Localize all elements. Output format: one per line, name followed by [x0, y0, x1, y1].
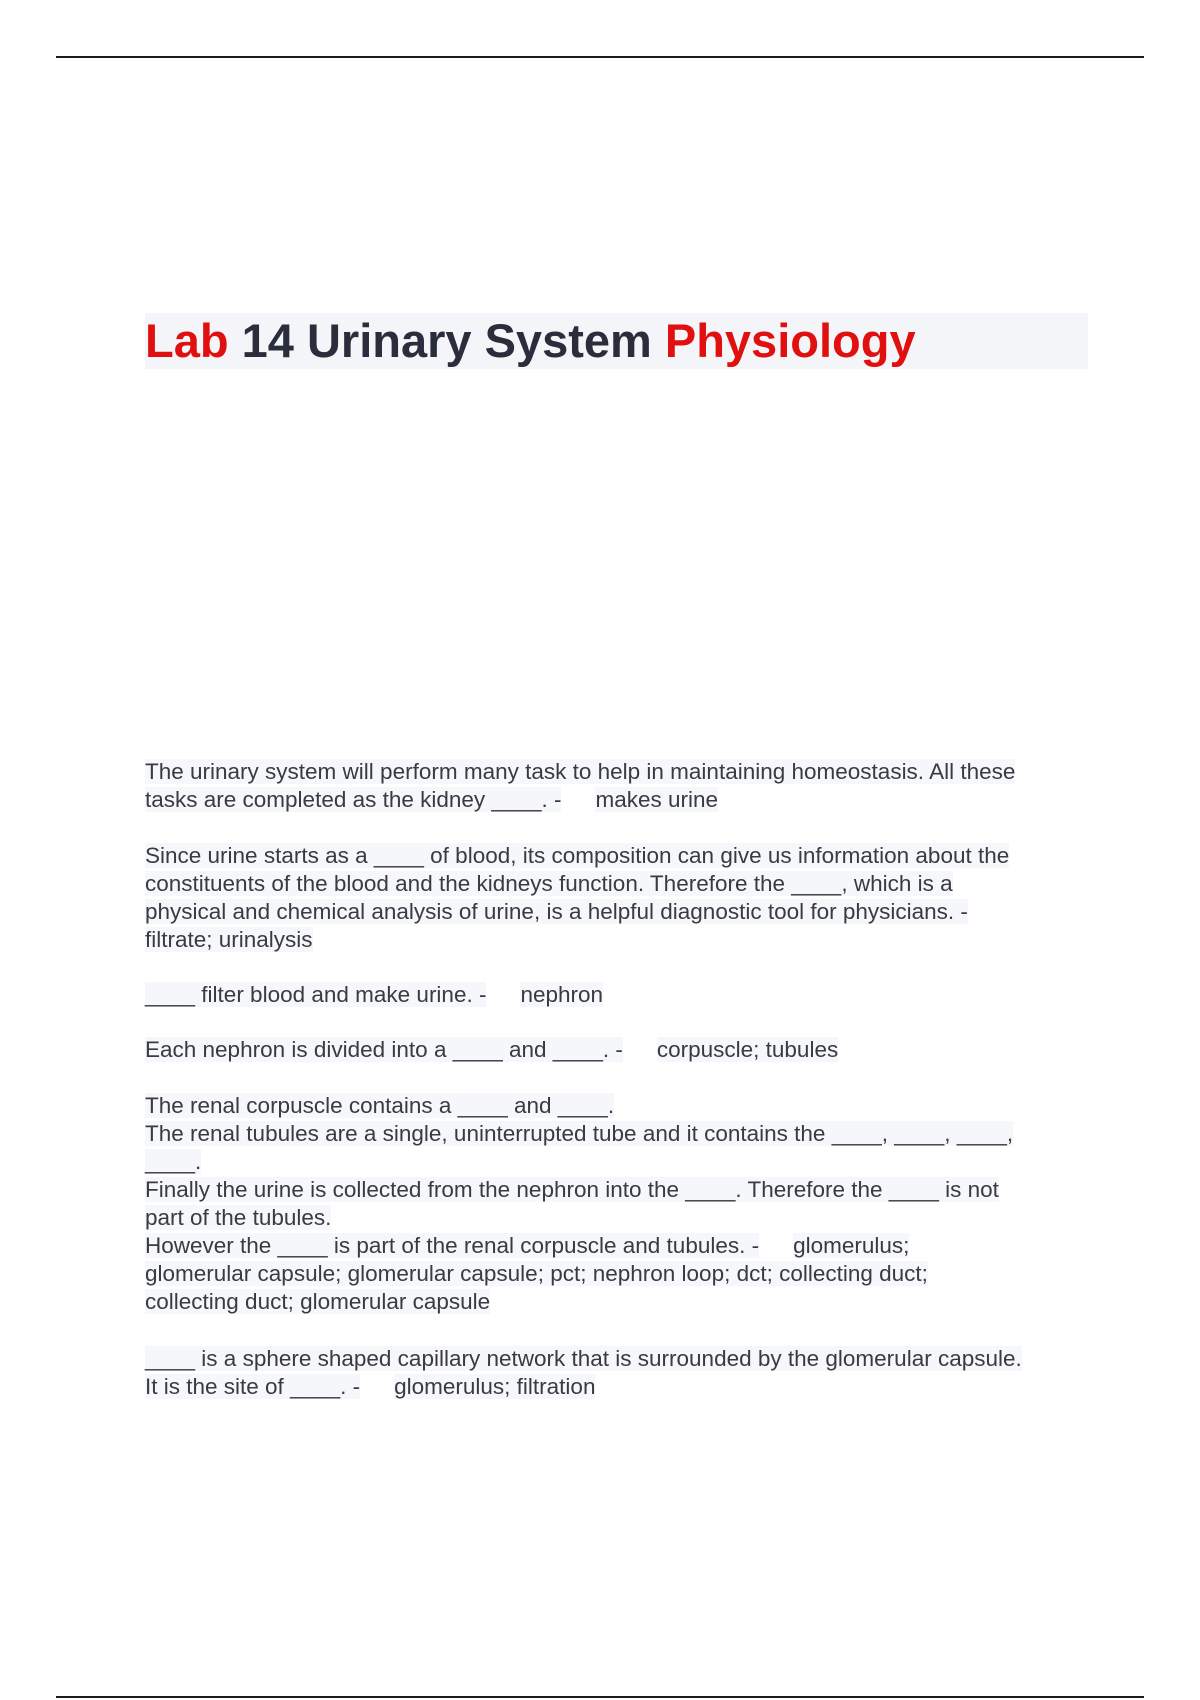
- question-line: The renal corpuscle contains a ____ and ____.: [145, 1093, 615, 1118]
- question-line: Since urine starts as a ____ of blood, its composition can give us information about the: [145, 843, 1010, 868]
- question-line: tasks are completed as the kidney ____. -: [145, 787, 562, 812]
- qa-item: [145, 1036, 1090, 1064]
- qa-item: [145, 1345, 1090, 1401]
- qa-item: [145, 1092, 1090, 1316]
- question-line: It is the site of ____. -: [145, 1374, 361, 1399]
- question-line: ____.: [145, 1149, 202, 1174]
- question-line: ____ filter blood and make urine. -: [145, 982, 487, 1007]
- qa-item: [145, 981, 1090, 1009]
- title-part-middle: 14 Urinary System: [241, 314, 652, 367]
- question-line: However the ____ is part of the renal corpuscle and tubules. -: [145, 1233, 760, 1258]
- question-line: Finally the urine is collected from the nephron into the ____. Therefore the ____ is not: [145, 1177, 999, 1202]
- answer-text: nephron: [520, 982, 604, 1007]
- answer-text: corpuscle; tubules: [656, 1037, 839, 1062]
- answer-text: glomerulus; filtration: [394, 1374, 596, 1399]
- title-part-physiology: Physiology: [664, 314, 916, 367]
- question-line: part of the tubules.: [145, 1205, 332, 1230]
- question-line: The urinary system will perform many task to help in maintaining homeostasis. All these: [145, 759, 1016, 784]
- document-title: [145, 314, 916, 368]
- header-rule: [56, 56, 1144, 58]
- answer-text: glomerular capsule; glomerular capsule; pct; nephron loop; dct; collecting duct;: [145, 1261, 928, 1286]
- question-line: Each nephron is divided into a ____ and ____. -: [145, 1037, 623, 1062]
- question-line: constituents of the blood and the kidneys function. Therefore the ____, which is a: [145, 871, 953, 896]
- question-line: physical and chemical analysis of urine, is a helpful diagnostic tool for physicians. -: [145, 899, 968, 924]
- footer-rule: [56, 1696, 1144, 1698]
- answer-text: glomerulus;: [793, 1233, 910, 1258]
- answer-text: collecting duct; glomerular capsule: [145, 1289, 491, 1314]
- question-line: ____ is a sphere shaped capillary network that is surrounded by the glomerular capsule.: [145, 1346, 1022, 1371]
- qa-item: [145, 842, 1090, 954]
- answer-text: makes urine: [595, 787, 719, 812]
- title-part-lab: Lab: [145, 314, 229, 367]
- qa-item: [145, 758, 1090, 814]
- answer-text: filtrate; urinalysis: [145, 927, 313, 952]
- question-line: The renal tubules are a single, uninterrupted tube and it contains the ____, ____, ____,: [145, 1121, 1014, 1146]
